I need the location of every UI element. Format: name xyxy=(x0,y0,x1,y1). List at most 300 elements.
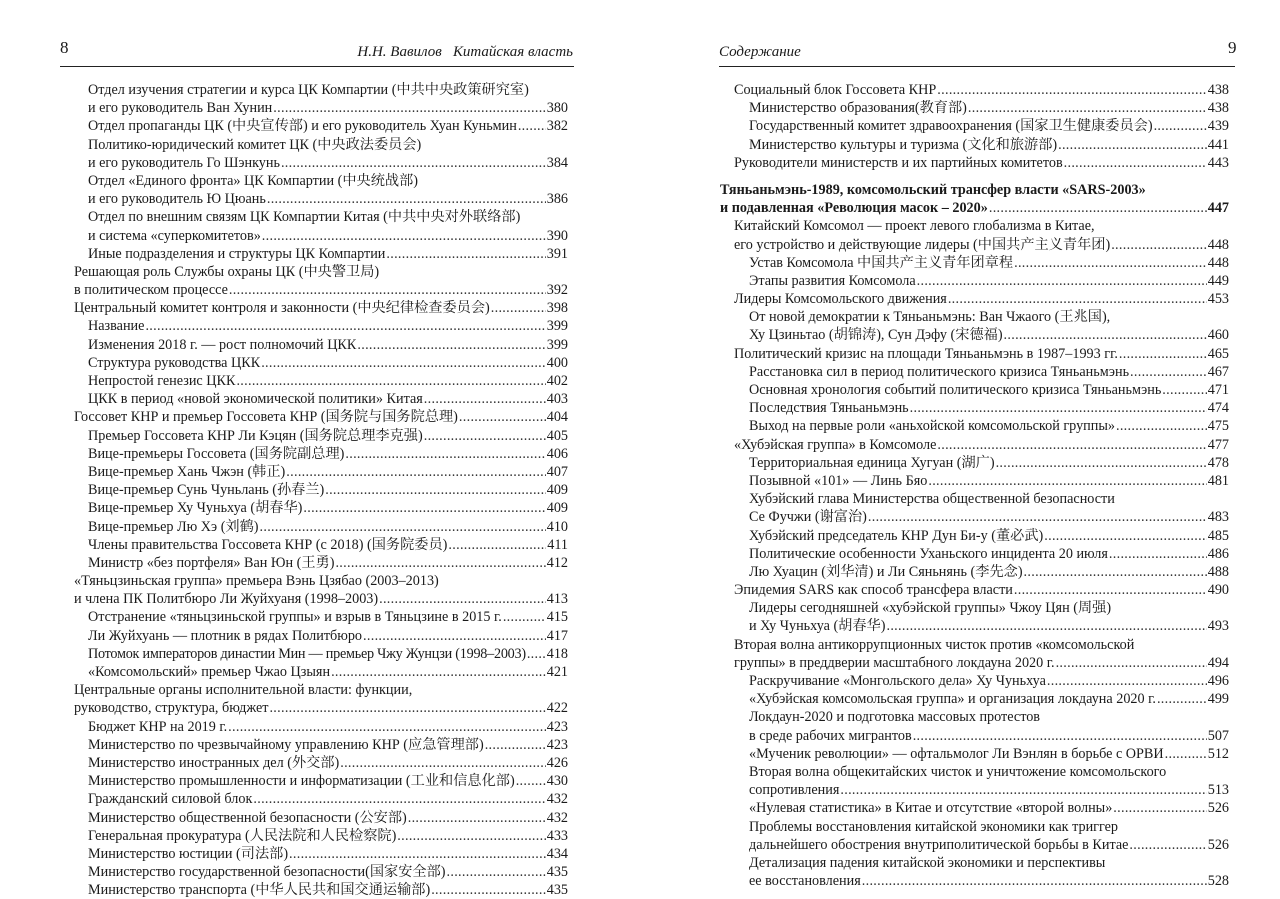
toc-leader-dots xyxy=(503,608,546,626)
toc-entry-title: ее восстановления xyxy=(749,873,861,890)
header-rule-right xyxy=(719,66,1235,67)
toc-leader-dots xyxy=(260,518,546,536)
toc-entry xyxy=(720,199,1229,217)
toc-entry-page: 434 xyxy=(546,845,568,862)
toc-entry-page: 390 xyxy=(546,227,568,244)
toc-entry-page: 471 xyxy=(1207,382,1229,398)
toc-entry-page: 400 xyxy=(546,354,568,371)
toc-entry-title: Руководители министерств и их партийных комитетов xyxy=(734,154,1063,171)
toc-entry xyxy=(74,645,568,663)
toc-entry-page: 526 xyxy=(1207,800,1229,817)
toc-entry-page: 384 xyxy=(546,154,568,171)
toc-leader-dots xyxy=(516,772,546,790)
toc-leader-dots xyxy=(253,790,545,808)
toc-entry xyxy=(74,772,568,790)
toc-entry-page: 409 xyxy=(546,482,568,499)
toc-leader-dots xyxy=(868,508,1207,526)
toc-leader-dots xyxy=(840,781,1206,799)
toc-entry-title: Хубэйский председатель КНР Дун Би-у (董必武) xyxy=(749,527,1044,544)
toc-entry xyxy=(720,272,1229,290)
toc-leader-dots xyxy=(1047,672,1207,690)
toc-entry-page: 432 xyxy=(546,809,568,826)
toc-leader-dots xyxy=(1116,417,1207,435)
toc-entry xyxy=(74,390,568,408)
toc-entry xyxy=(74,445,568,463)
toc-entry-title: Изменения 2018 г. — рост полномочий ЦКК xyxy=(88,336,357,353)
toc-entry-page: 410 xyxy=(546,518,568,535)
toc-entry-title: Последствия Тяньаньмэнь xyxy=(749,400,909,417)
toc-entry-title: и его руководитель Ю Цюань xyxy=(88,191,266,208)
toc-leader-dots xyxy=(928,472,1206,490)
toc-entry-title: сопротивления xyxy=(749,782,840,799)
toc-entry-title: Министерство промышленности и информатизации (工业和信息化部) xyxy=(88,773,515,790)
toc-leader-dots xyxy=(273,99,545,117)
toc-entry-title: Члены правительства Госсовета КНР (с 2018) (国务院委员) xyxy=(88,536,448,553)
toc-leader-dots xyxy=(1109,545,1207,563)
toc-leader-dots xyxy=(379,590,546,608)
toc-entry-page: 490 xyxy=(1207,582,1229,599)
toc-leader-dots xyxy=(1014,254,1207,272)
toc-entry-title: Тяньаньмэнь-1989, комсомольский трансфер власти «SARS-2003» xyxy=(720,181,1146,198)
toc-entry-title: Позывной «101» — Линь Бяо xyxy=(749,472,928,489)
toc-leader-dots xyxy=(424,390,546,408)
toc-entry xyxy=(720,381,1229,399)
toc-entry-page: 406 xyxy=(546,445,568,462)
toc-entry-page: 465 xyxy=(1207,345,1229,362)
toc-entry-title: Выход на первые роли «аньхойской комсомольской группы» xyxy=(749,418,1115,435)
toc-entry-title: Отдел пропаганды ЦК (中央宣传部) и его руководитель Хуан Куньмин xyxy=(88,118,517,135)
toc-leader-dots xyxy=(1162,381,1206,399)
toc-entry-title: Министерство государственной безопасности(国家安全部) xyxy=(88,864,446,881)
toc-entry-title: его устройство и действующие лидеры (中国共产主义青年团) xyxy=(734,236,1111,253)
toc-entry xyxy=(74,809,568,827)
toc-entry xyxy=(720,563,1229,581)
toc-leader-dots xyxy=(862,872,1207,890)
toc-entry-title: Ху Цзиньтао (胡锦涛), Сун Дэфу (宋德福) xyxy=(749,327,1003,344)
toc-entry xyxy=(74,754,568,772)
toc-leader-dots xyxy=(281,154,546,172)
toc-entry-page: 430 xyxy=(546,773,568,790)
toc-entry-page: 433 xyxy=(546,827,568,844)
toc-entry-page: 418 xyxy=(546,645,568,662)
toc-entry-title: Название xyxy=(88,318,145,335)
toc-entry-title: Решающая роль Службы охраны ЦК (中央警卫局) xyxy=(74,263,380,280)
toc-entry-page: 486 xyxy=(1207,545,1229,562)
toc-leader-dots xyxy=(325,481,545,499)
toc-entry-page: 483 xyxy=(1207,509,1229,526)
toc-entry-title: Министерство транспорта (中华人民共和国交通运输部) xyxy=(88,882,431,899)
toc-leader-dots xyxy=(386,245,545,263)
toc-entry-title: «Нулевая статистика» в Китае и отсутствие «второй волны» xyxy=(749,800,1113,817)
toc-leader-dots xyxy=(491,299,546,317)
toc-leader-dots xyxy=(518,117,546,135)
toc-entry-page: 404 xyxy=(546,409,568,426)
toc-entry-page: 474 xyxy=(1207,400,1229,417)
toc-entry xyxy=(720,636,1229,654)
toc-entry xyxy=(74,281,568,299)
toc-entry-page: 415 xyxy=(546,609,568,626)
toc-entry-title: дальнейшего обострения внутриполитической борьбы в Китае xyxy=(749,836,1129,853)
toc-entry-page: 467 xyxy=(1207,363,1229,380)
toc-entry-page: 435 xyxy=(546,882,568,899)
toc-entry xyxy=(74,427,568,445)
toc-entry xyxy=(720,345,1229,363)
toc-entry-title: Министерство общественной безопасности (公安部) xyxy=(88,809,407,826)
toc-entry-page: 494 xyxy=(1207,654,1229,671)
toc-entry-page: 412 xyxy=(546,554,568,571)
toc-entry xyxy=(720,254,1229,272)
toc-leader-dots xyxy=(363,627,546,645)
toc-leader-dots xyxy=(996,454,1207,472)
toc-entry-title: Политические особенности Уханьского инцидента 20 июля xyxy=(749,545,1108,562)
toc-leader-dots xyxy=(1130,363,1207,381)
toc-entry xyxy=(720,818,1229,836)
toc-entry-title: Лидеры сегодняшней «хубэйской группы» Чжоу Цян (周强) xyxy=(749,600,1112,617)
toc-entry xyxy=(720,136,1229,154)
toc-entry xyxy=(720,508,1229,526)
toc-entry-page: 478 xyxy=(1207,454,1229,471)
toc-entry-page: 526 xyxy=(1207,836,1229,853)
toc-entry-title: группы» в преддверии масштабного локдауна 2020 г. xyxy=(734,654,1055,671)
toc-leader-dots xyxy=(527,645,546,663)
toc-entry xyxy=(74,536,568,554)
toc-entry-page: 423 xyxy=(546,718,568,735)
toc-entry xyxy=(74,190,568,208)
toc-entry xyxy=(74,881,568,899)
toc-entry xyxy=(74,299,568,317)
toc-entry-page: 438 xyxy=(1207,100,1229,117)
toc-entry-page: 413 xyxy=(546,591,568,608)
toc-list-right xyxy=(720,81,1229,890)
toc-leader-dots xyxy=(357,336,545,354)
toc-entry-title: Непростой генезис ЦКК xyxy=(88,373,236,389)
toc-entry xyxy=(74,408,568,426)
toc-entry xyxy=(74,245,568,263)
toc-entry xyxy=(74,154,568,172)
toc-entry xyxy=(720,745,1229,763)
toc-entry xyxy=(720,599,1229,617)
toc-entry-page: 475 xyxy=(1207,418,1229,435)
toc-entry-page: 460 xyxy=(1207,327,1229,344)
toc-entry xyxy=(720,81,1229,99)
toc-entry-page: 449 xyxy=(1207,272,1229,289)
toc-entry-title: Вице-премьер Лю Хэ (刘鹤) xyxy=(88,518,259,535)
toc-entry xyxy=(74,336,568,354)
toc-entry-page: 447 xyxy=(1207,200,1229,217)
toc-leader-dots xyxy=(303,499,545,517)
toc-entry-title: «Мученик революции» — офтальмолог Ли Вэнлян в борьбе с ОРВИ xyxy=(749,745,1164,762)
toc-entry-title: Гражданский силовой блок xyxy=(88,791,253,808)
toc-entry-title: Министерство иностранных дел (外交部) xyxy=(88,754,340,771)
toc-entry xyxy=(74,590,568,608)
toc-entry-title: Структура руководства ЦКК xyxy=(88,354,261,371)
toc-entry-title: Основная хронология событий политического кризиса Тяньаньмэнь xyxy=(749,382,1162,398)
toc-entry xyxy=(720,236,1229,254)
toc-entry-page: 441 xyxy=(1207,136,1229,153)
toc-entry xyxy=(74,136,568,154)
toc-entry-title: в среде рабочих мигрантов xyxy=(749,727,912,744)
toc-entry-page: 380 xyxy=(546,100,568,117)
toc-entry xyxy=(720,181,1229,199)
toc-entry xyxy=(720,672,1229,690)
toc-entry-page: 438 xyxy=(1207,82,1229,98)
toc-leader-dots xyxy=(989,199,1207,217)
toc-entry-page: 403 xyxy=(546,391,568,408)
toc-leader-dots xyxy=(1024,563,1207,581)
toc-entry xyxy=(720,836,1229,854)
toc-entry xyxy=(720,854,1229,872)
toc-entry xyxy=(74,372,568,390)
toc-entry-page: 423 xyxy=(546,736,568,753)
toc-entry-title: «Хубэйская группа» в Комсомоле xyxy=(734,436,937,453)
toc-leader-dots xyxy=(1113,799,1206,817)
toc-entry xyxy=(720,154,1229,172)
toc-entry-title: руководство, структура, бюджет xyxy=(74,700,269,717)
toc-entry-title: «Тяньцзиньская группа» премьера Вэнь Цзябао (2003–2013) xyxy=(74,573,439,590)
toc-leader-dots xyxy=(431,881,546,899)
toc-entry-title: и его руководитель Ван Хунин xyxy=(88,100,273,117)
toc-entry-title: Бюджет КНР на 2019 г. xyxy=(88,718,228,735)
toc-entry xyxy=(74,572,568,590)
toc-entry-title: Хубэйский глава Министерства общественной безопасности xyxy=(749,491,1115,508)
toc-leader-dots xyxy=(485,736,546,754)
toc-leader-dots xyxy=(229,281,546,299)
toc-entry xyxy=(74,627,568,645)
toc-entry-page: 417 xyxy=(546,627,568,644)
toc-leader-dots xyxy=(1129,836,1206,854)
toc-entry-page: 422 xyxy=(546,700,568,717)
toc-entry xyxy=(720,872,1229,890)
right-page xyxy=(640,0,1280,890)
toc-entry xyxy=(74,99,568,117)
page-number-left: 8 xyxy=(60,38,69,57)
toc-entry xyxy=(720,690,1229,708)
toc-entry xyxy=(74,736,568,754)
toc-entry-title: Устав Комсомола 中国共产主义青年团章程 xyxy=(749,254,1014,271)
toc-entry xyxy=(720,654,1229,672)
toc-leader-dots xyxy=(289,845,546,863)
toc-entry-page: 513 xyxy=(1207,782,1229,799)
toc-entry-title: Проблемы восстановления китайской экономики как триггер xyxy=(749,818,1119,835)
toc-entry-page: 528 xyxy=(1207,873,1229,890)
toc-entry xyxy=(720,545,1229,563)
toc-entry xyxy=(720,363,1229,381)
toc-entry-title: Территориальная единица Хугуан (湖广) xyxy=(749,454,995,471)
toc-entry xyxy=(74,317,568,335)
toc-entry xyxy=(720,527,1229,545)
toc-entry xyxy=(74,699,568,717)
toc-entry xyxy=(720,99,1229,117)
toc-leader-dots xyxy=(1058,136,1207,154)
toc-entry-title: Этапы развития Комсомола xyxy=(749,272,916,289)
toc-entry-page: 409 xyxy=(546,500,568,517)
toc-entry xyxy=(720,436,1229,454)
toc-entry-page: 453 xyxy=(1207,291,1229,308)
toc-leader-dots xyxy=(913,727,1207,745)
toc-leader-dots xyxy=(948,290,1207,308)
toc-entry-page: 488 xyxy=(1207,563,1229,580)
toc-entry xyxy=(74,81,568,99)
toc-entry-title: Госсовет КНР и премьер Госсовета КНР (国务院与国务院总理) xyxy=(74,409,458,426)
toc-entry xyxy=(74,518,568,536)
toc-entry xyxy=(74,663,568,681)
toc-leader-dots xyxy=(1154,117,1207,135)
toc-entry xyxy=(74,863,568,881)
toc-entry-title: Политический кризис на площади Тяньаньмэнь в 1987–1993 гг. xyxy=(734,345,1118,362)
toc-entry-title: и система «суперкомитетов» xyxy=(88,227,261,244)
toc-entry-page: 477 xyxy=(1207,436,1229,453)
toc-entry xyxy=(74,554,568,572)
toc-entry-title: Социальный блок Госсовета КНР xyxy=(734,82,937,98)
toc-entry-title: Государственный комитет здравоохранения (国家卫生健康委员会) xyxy=(749,118,1153,135)
toc-entry-title: Генеральная прокуратура (人民法院和人民检察院) xyxy=(88,827,397,844)
toc-entry-page: 435 xyxy=(546,864,568,881)
toc-entry xyxy=(74,354,568,372)
toc-entry-title: в политическом процессе xyxy=(74,282,228,299)
running-head-right: Содержание xyxy=(719,44,801,60)
toc-entry xyxy=(720,617,1229,635)
toc-entry-page: 448 xyxy=(1207,254,1229,271)
toc-entry-page: 407 xyxy=(546,463,568,480)
toc-entry xyxy=(720,781,1229,799)
toc-entry-title: Вице-премьер Сунь Чуньлань (孙春兰) xyxy=(88,482,325,499)
toc-entry xyxy=(74,172,568,190)
toc-entry xyxy=(74,481,568,499)
toc-entry-title: Локдаун-2020 и подготовка массовых протестов xyxy=(749,709,1041,726)
toc-entry-page: 496 xyxy=(1207,673,1229,689)
toc-entry-page: 399 xyxy=(546,336,568,353)
toc-leader-dots xyxy=(424,427,546,445)
toc-entry-page: 426 xyxy=(546,754,568,771)
toc-entry-title: Вице-премьер Ху Чуньхуа (胡春华) xyxy=(88,500,303,517)
toc-leader-dots xyxy=(345,445,545,463)
toc-entry xyxy=(720,290,1229,308)
toc-entry-page: 499 xyxy=(1207,691,1229,708)
toc-leader-dots xyxy=(267,190,546,208)
toc-leader-dots xyxy=(459,408,546,426)
toc-entry xyxy=(720,708,1229,726)
toc-entry-title: Центральные органы исполнительной власти: функции, xyxy=(74,682,413,699)
toc-entry xyxy=(720,217,1229,235)
toc-leader-dots xyxy=(886,617,1206,635)
toc-entry-title: От новой демократии к Тяньаньмэнь: Ван Чжаого (王兆国), xyxy=(749,309,1111,326)
toc-entry xyxy=(720,763,1229,781)
toc-entry xyxy=(74,718,568,736)
toc-leader-dots xyxy=(331,663,546,681)
toc-leader-dots xyxy=(1004,326,1207,344)
toc-leader-dots xyxy=(1044,527,1206,545)
toc-entry xyxy=(720,399,1229,417)
toc-entry-title: и члена ПК Политбюро Ли Жуйхуаня (1998–2003) xyxy=(74,591,379,608)
toc-leader-dots xyxy=(968,99,1207,117)
toc-leader-dots xyxy=(447,863,546,881)
toc-entry xyxy=(720,308,1229,326)
toc-entry-title: Центральный комитет контроля и законности (中央纪律检查委员会) xyxy=(74,300,490,317)
toc-entry xyxy=(720,799,1229,817)
toc-entry xyxy=(74,608,568,626)
toc-entry-title: Отстранение «тяньцзиньской группы» и взрыв в Тяньцзине в 2015 г. xyxy=(88,609,502,626)
toc-entry-title: ЦКК в период «новой экономической политики» Китая xyxy=(88,391,423,408)
toc-entry-page: 443 xyxy=(1207,154,1229,171)
toc-entry xyxy=(74,208,568,226)
toc-leader-dots xyxy=(1064,154,1207,172)
toc-leader-dots xyxy=(286,463,545,481)
toc-leader-dots xyxy=(1157,690,1207,708)
toc-entry-title: и подавленная «Революция масок – 2020» xyxy=(720,200,988,217)
toc-entry-page: 382 xyxy=(546,118,568,135)
toc-entry-title: Ли Жуйхуань — плотник в рядах Политбюро xyxy=(88,627,363,644)
toc-leader-dots xyxy=(269,699,545,717)
toc-entry-title: Отдел «Единого фронта» ЦК Компартии (中央统战部) xyxy=(88,172,418,189)
toc-leader-dots xyxy=(261,354,546,372)
toc-entry-title: Вице-премьер Хань Чжэн (韩正) xyxy=(88,463,286,480)
toc-entry xyxy=(720,417,1229,435)
header-rule-left xyxy=(60,66,574,67)
toc-entry-title: Министр «без портфеля» Ван Юн (王勇) xyxy=(88,554,335,571)
toc-entry xyxy=(74,227,568,245)
toc-entry-page: 421 xyxy=(546,664,568,680)
toc-entry-title: Премьер Госсовета КНР Ли Кэцян (国务院总理李克强) xyxy=(88,427,423,444)
toc-entry xyxy=(74,827,568,845)
toc-entry-page: 386 xyxy=(546,191,568,208)
toc-entry-title: Иные подразделения и структуры ЦК Компартии xyxy=(88,245,386,262)
toc-entry-title: Вице-премьеры Госсовета (国务院副总理) xyxy=(88,445,345,462)
toc-entry xyxy=(720,490,1229,508)
toc-leader-dots xyxy=(917,272,1207,290)
toc-entry-page: 512 xyxy=(1207,745,1229,762)
toc-entry-page: 493 xyxy=(1207,618,1229,635)
toc-entry xyxy=(74,117,568,135)
toc-leader-dots xyxy=(236,372,545,390)
toc-leader-dots xyxy=(228,718,546,736)
toc-leader-dots xyxy=(937,81,1206,99)
toc-entry-page: 398 xyxy=(546,300,568,317)
toc-entry-title: Потомок императоров династии Мин — премьер Чжу Жунцзи (1998–2003) xyxy=(88,645,526,662)
toc-leader-dots xyxy=(1014,581,1207,599)
toc-entry xyxy=(720,117,1229,135)
toc-entry-page: 485 xyxy=(1207,527,1229,544)
toc-entry xyxy=(720,472,1229,490)
toc-entry-title: Лидеры Комсомольского движения xyxy=(734,291,947,308)
toc-entry-title: «Хубэйская комсомольская группа» и организация локдауна 2020 г. xyxy=(749,691,1156,708)
toc-leader-dots xyxy=(397,827,545,845)
toc-entry xyxy=(74,681,568,699)
toc-entry-page: 392 xyxy=(546,282,568,299)
toc-leader-dots xyxy=(340,754,545,772)
toc-entry-title: Министерство юстиции (司法部) xyxy=(88,845,289,862)
toc-entry-page: 507 xyxy=(1207,727,1229,744)
toc-entry-page: 411 xyxy=(547,536,568,553)
toc-entry-title: «Комсомольский» премьер Чжао Цзыян xyxy=(88,664,331,680)
toc-entry-title: Политико-юридический комитет ЦК (中央政法委员会) xyxy=(88,136,422,153)
toc-entry-title: Китайский Комсомол — проект левого глобализма в Китае, xyxy=(734,218,1095,235)
toc-entry-page: 481 xyxy=(1207,472,1229,489)
toc-entry-page: 439 xyxy=(1207,118,1229,135)
toc-entry-title: Вторая волна антикоррупционных чисток против «комсомольской xyxy=(734,636,1135,653)
toc-entry xyxy=(720,326,1229,344)
toc-leader-dots xyxy=(1165,745,1207,763)
toc-leader-dots xyxy=(1119,345,1207,363)
toc-leader-dots xyxy=(145,317,545,335)
toc-leader-dots xyxy=(335,554,545,572)
toc-leader-dots xyxy=(937,436,1206,454)
toc-entry xyxy=(720,727,1229,745)
toc-entry-title: Отдел изучения стратегии и курса ЦК Компартии (中共中央政策研究室) xyxy=(88,82,529,98)
toc-entry-title: Раскручивание «Монгольского дела» Ху Чуньхуа xyxy=(749,673,1046,689)
toc-leader-dots xyxy=(910,399,1207,417)
toc-entry-page: 399 xyxy=(546,318,568,335)
toc-entry xyxy=(74,463,568,481)
